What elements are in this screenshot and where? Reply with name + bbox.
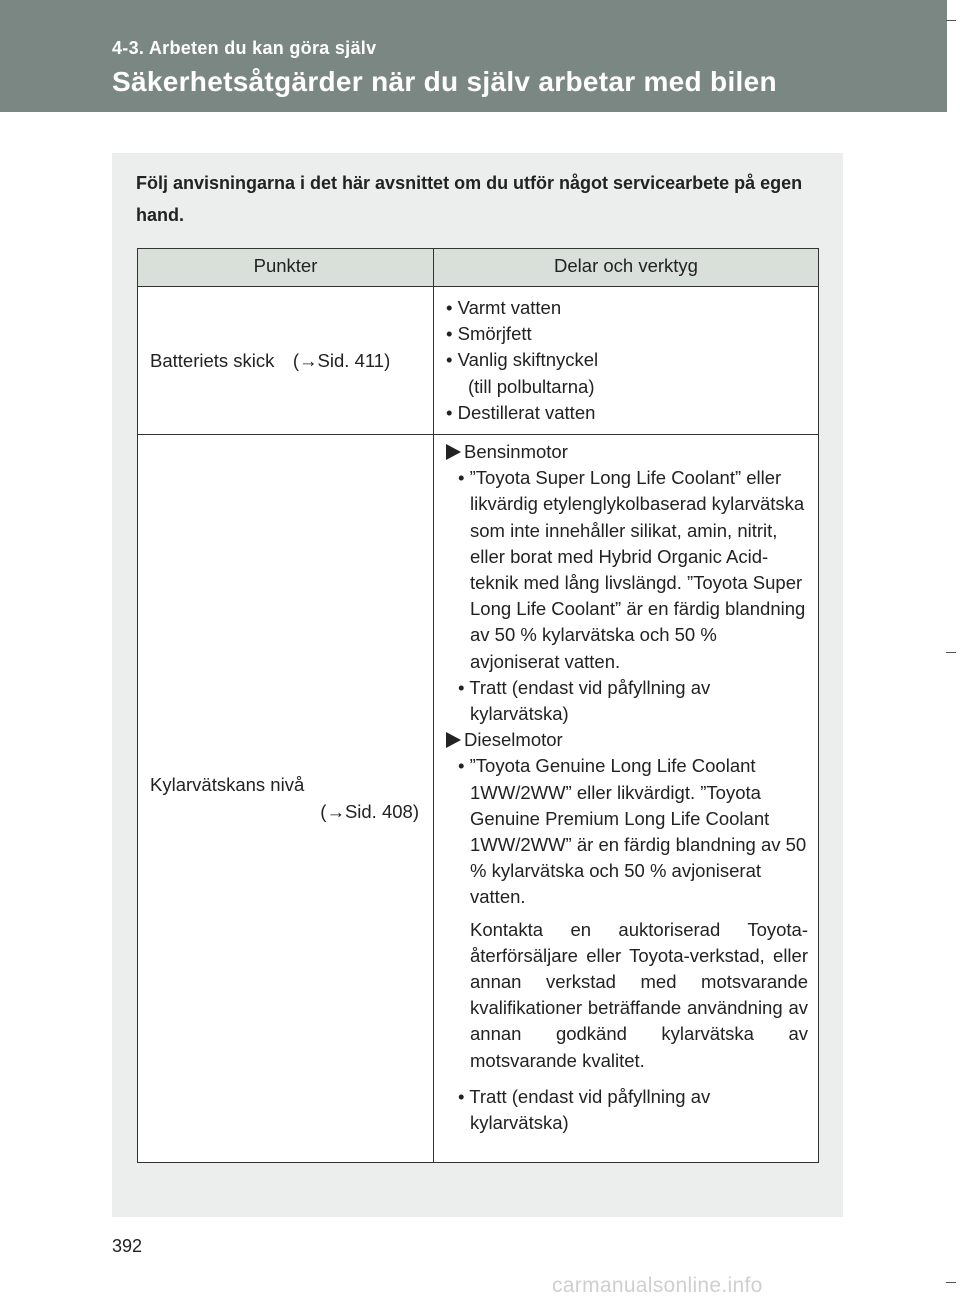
crop-mark	[946, 652, 956, 653]
row-parts-coolant	[434, 435, 819, 1163]
list-item: • Tratt (endast vid påfyllning av kylarvätska)	[458, 1085, 711, 1134]
list-item: • ”Toyota Genuine Long Life Coolant 1WW/2WW” eller likvärdigt. ”Toyota Genuine Premium Long Life Coolant 1WW/2WW” är en färdig blandning av 50 % kylarvätska och 50 % avjoniserat vatten.	[458, 755, 807, 908]
list-item: • Vanlig skiftnyckel	[446, 349, 599, 371]
contact-note: Kontakta en auktoriserad Toyota-återförsäljare eller Toyota-verkstad, eller annan verkstad med motsvarande kvalifikationer beträffande användning av annan godkänd kylarvätska av motsvarande kvalitet.	[470, 918, 808, 1071]
parts-tools-table	[137, 248, 819, 1163]
page-number: 392	[112, 1236, 143, 1256]
item-label: Batteriets skick (→Sid. 411)	[150, 349, 391, 371]
triangle-marker-icon	[446, 732, 461, 748]
table-row	[138, 287, 819, 435]
diesel-heading: Dieselmotor	[446, 727, 808, 753]
watermark: carmanualsonline.info	[552, 1274, 763, 1297]
header-parts: Delar och verktyg	[434, 249, 819, 287]
intro-text: Följ anvisningarna i det här avsnittet om du utför något servicearbete på egen hand.	[136, 173, 803, 225]
list-item: • Tratt (endast vid påfyllning av kylarvätska)	[458, 676, 711, 725]
petrol-heading: Bensinmotor	[446, 439, 808, 465]
list-item: • Smörjfett	[446, 323, 532, 345]
table-header-row	[138, 249, 819, 287]
triangle-marker-icon	[446, 444, 461, 460]
list-item: • Destillerat vatten	[446, 401, 596, 423]
table-row	[138, 435, 819, 1163]
list-item-note: (till polbultarna)	[468, 375, 595, 397]
row-parts-battery	[434, 287, 819, 435]
item-label: Kylarvätskans nivå	[150, 774, 305, 796]
list-item: • ”Toyota Super Long Life Coolant” eller likvärdig etylenglykolbaserad kylarvätska som inte innehåller silikat, amin, nitrit, eller borat med Hybrid Organic Acid-teknik med lång livslängd. ”Toyota Super Long Life Coolant” är en färdig blandning av 50 % kylarvätska och 50 % avjoniserat vatten.	[458, 467, 806, 672]
header-items: Punkter	[138, 249, 434, 287]
page-title: Säkerhetsåtgärder när du själv arbetar med bilen	[112, 66, 777, 97]
list-item: • Varmt vatten	[446, 297, 562, 318]
item-page-ref: (→Sid. 408)	[320, 800, 419, 822]
section-label: 4-3. Arbeten du kan göra själv	[112, 38, 377, 58]
crop-mark	[946, 1282, 956, 1283]
crop-mark	[946, 20, 956, 21]
row-item-coolant	[138, 435, 434, 1163]
row-item-battery	[138, 287, 434, 435]
chapter-header	[0, 0, 947, 112]
